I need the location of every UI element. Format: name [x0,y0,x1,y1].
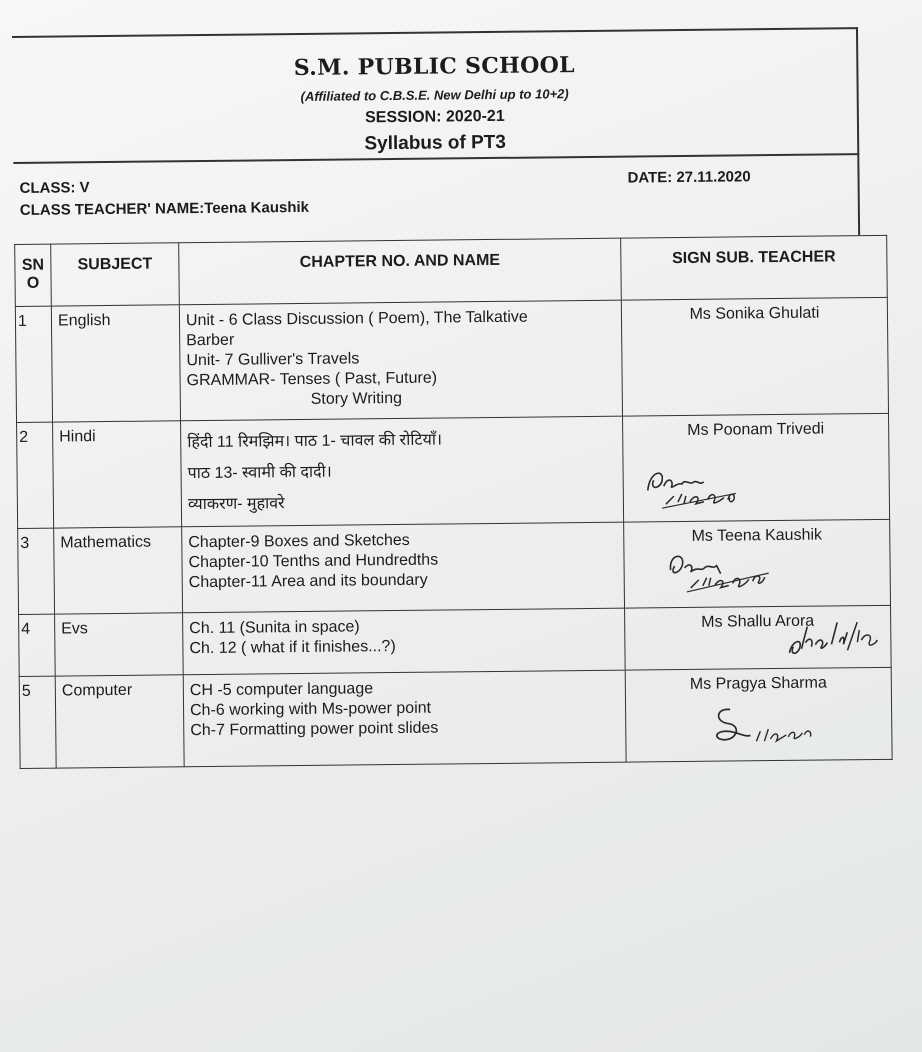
handwritten-signature [643,459,764,515]
handwritten-signature [785,602,876,668]
row-chapters [183,608,626,675]
teacher-name: Ms Shallu Arora [701,612,815,631]
handwritten-signature [664,543,805,599]
date-label: DATE: 27.11.2020 [627,168,751,187]
teacher-name: Ms Sonika Ghulati [689,304,820,323]
row-subject: English [51,305,180,422]
chapter-line: व्याकरण- मुहावरे [187,495,285,514]
chapter-line: Ch. 11 (Sunita in space) [189,618,360,638]
table-row [19,667,892,768]
row-sn: 1 [15,306,52,422]
row-sign [623,413,890,522]
row-chapters [179,300,622,421]
row-sign [625,605,892,670]
row-sn: 2 [17,422,54,528]
row-subject: Computer [55,675,184,768]
class-teacher-label: CLASS TEACHER' NAME:Teena Kaushik [19,198,310,219]
handwritten-signature [706,701,817,757]
chapter-line: Ch-6 working with Ms-power point [189,699,432,720]
syllabus-table [14,235,892,769]
chapter-line: Ch-7 Formatting power point slides [190,719,439,740]
table-row [17,413,890,528]
row-chapters [182,522,625,613]
header-subject: SUBJECT [51,243,180,306]
chapter-line: Ch. 12 ( what if it finishes...?) [189,638,396,658]
row-sign [624,519,891,608]
chapter-line: हिंदी 11 रिमझिम। पाठ 1- चावल की रोटियाँ। [187,431,443,452]
row-subject: Evs [55,613,184,676]
signature-drawing [664,543,805,594]
chapter-line: CH -5 computer language [189,680,374,700]
signature-drawing [643,459,764,510]
chapter-line: पाठ 13- स्वामी की दादी। [187,463,332,483]
chapter-line: Chapter-9 Boxes and Sketches [188,531,410,552]
row-chapters [183,670,626,767]
session-text: SESSION: 2020-21 [364,107,505,127]
chapter-line: Chapter-10 Tenths and Hundredths [188,551,439,572]
teacher-name: Ms Teena Kaushik [691,526,823,545]
document-header [12,27,859,162]
class-info [13,153,860,244]
table-row [19,605,892,676]
chapter-line: Barber [186,331,235,350]
table-row [15,297,888,422]
row-subject: Hindi [53,421,182,528]
syllabus-sheet [12,27,866,769]
row-sign [625,667,892,762]
table-row [18,519,891,614]
row-chapters [181,416,624,527]
row-sn: 3 [18,528,55,614]
header-sign: SIGN SUB. TEACHER [621,235,888,300]
signature-drawing [706,701,817,752]
row-sign [621,297,888,416]
class-label: CLASS: V [19,179,90,197]
school-name: S.M. PUBLIC SCHOOL [293,52,576,82]
row-sn: 5 [19,676,56,768]
teacher-name: Ms Pragya Sharma [689,674,827,693]
header-chapter: CHAPTER NO. AND NAME [179,238,622,305]
affiliation-text: (Affiliated to C.B.S.E. New Delhi up to 10+2) [300,86,569,104]
table-header-row [15,235,888,306]
row-subject: Mathematics [54,527,183,614]
header-sn: SN O [15,244,52,306]
chapter-line: Unit - 6 Class Discussion ( Poem), The Talkative [185,308,528,330]
teacher-name: Ms Poonam Trivedi [687,420,825,439]
chapter-line: GRAMMAR- Tenses ( Past, Future) [186,369,438,390]
chapter-line: Unit- 7 Gulliver's Travels [186,350,360,370]
chapter-line: Story Writing [310,389,403,408]
signature-drawing [785,602,876,663]
chapter-line: Chapter-11 Area and its boundary [188,571,428,592]
document-title: Syllabus of PT3 [364,131,506,155]
row-sn: 4 [19,614,56,676]
